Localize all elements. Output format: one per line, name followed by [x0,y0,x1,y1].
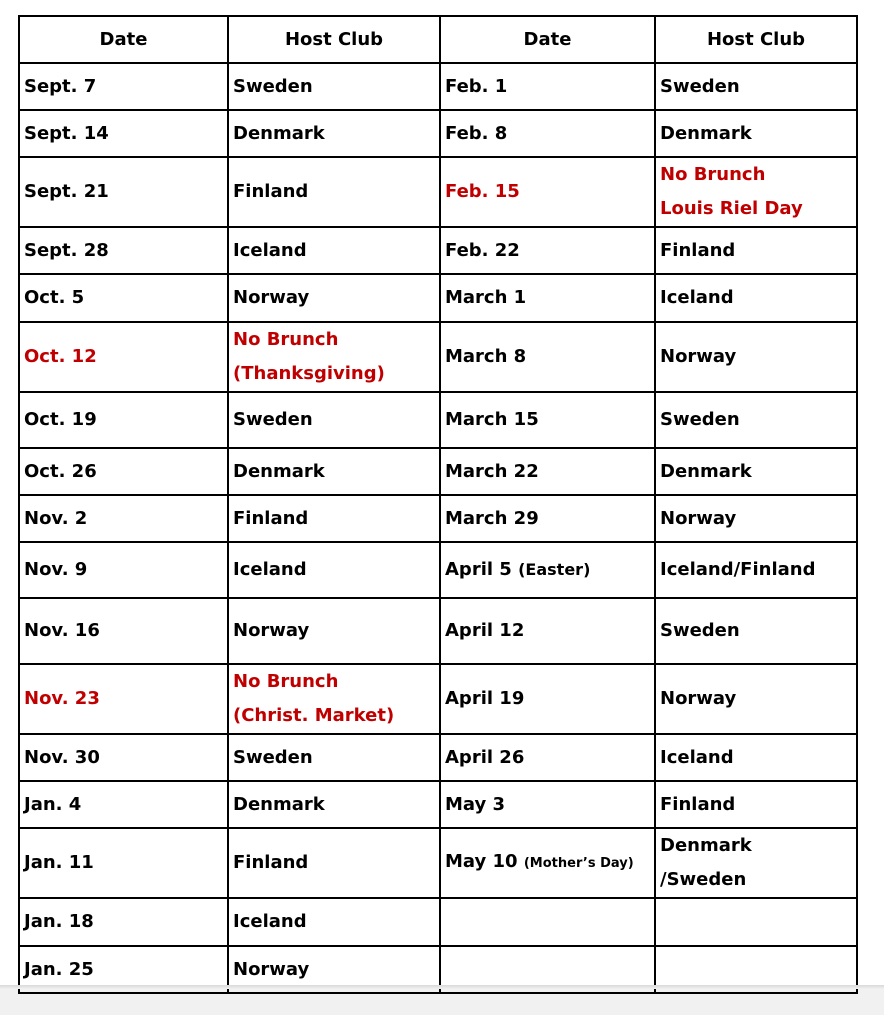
table-row [19,448,857,495]
date-text: Feb. 15 [445,181,520,202]
date-text: April 5 [445,559,512,580]
date-text: Sept. 21 [24,181,109,202]
header-host-club-left: Host Club [228,16,440,63]
host-club-cell-left [228,828,440,898]
date-cell-left [19,322,228,392]
host-club-text: Norway [660,688,737,709]
host-club-text: Denmark [660,835,752,856]
host-club-text: Louis Riel Day [660,198,803,219]
table-row [19,828,857,898]
host-club-cell-left [228,322,440,392]
host-club-text: Denmark [660,122,752,144]
host-club-text: /Sweden [660,869,747,890]
host-club-text: Norway [660,507,737,529]
date-cell-right [440,274,655,322]
host-club-text: (Christ. Market) [233,705,395,726]
date-cell-right [440,828,655,898]
date-cell-right [440,157,655,227]
date-text: Sept. 28 [24,239,109,261]
host-club-cell-right [655,598,857,664]
date-cell-right [440,63,655,110]
host-club-text: Iceland [233,559,307,580]
host-club-text: Denmark [233,793,325,815]
host-club-cell-left [228,734,440,781]
date-text: Feb. 8 [445,122,508,144]
host-club-cell-right [655,274,857,322]
date-text: Oct. 5 [24,287,85,308]
date-cell-left [19,734,228,781]
date-text: Oct. 19 [24,409,97,430]
host-club-cell-left [228,781,440,828]
table-row [19,664,857,734]
host-club-cell-left [228,598,440,664]
host-club-text: No Brunch [660,164,766,185]
brunch-schedule-table [18,15,858,994]
host-club-cell-right [655,734,857,781]
host-club-cell-right [655,542,857,598]
table-row [19,734,857,781]
host-club-cell-right [655,781,857,828]
table-row [19,227,857,274]
date-cell-right [440,448,655,495]
date-text: Nov. 30 [24,746,100,768]
date-cell-left [19,781,228,828]
date-text: Nov. 2 [24,507,88,529]
header-host-club-right: Host Club [655,16,857,63]
host-club-text: Iceland [660,746,734,768]
date-cell-left [19,157,228,227]
date-text: Sept. 14 [24,122,109,144]
host-club-cell-right [655,63,857,110]
date-cell-left [19,392,228,448]
host-club-text: Sweden [233,75,313,97]
date-cell-left [19,542,228,598]
host-club-cell-left [228,157,440,227]
date-text: May 10 [445,851,518,872]
date-text: Oct. 26 [24,460,97,482]
host-club-text: Iceland/Finland [660,559,816,580]
table-row [19,542,857,598]
table-row [19,274,857,322]
host-club-text: Finland [233,507,309,529]
date-note: (Mother’s Day) [523,856,634,871]
host-club-text: Sweden [233,746,313,768]
host-club-cell-left [228,448,440,495]
date-cell-left [19,227,228,274]
table-row [19,157,857,227]
host-club-text: Sweden [660,620,740,641]
host-club-text: Finland [233,181,309,202]
host-club-text: Iceland [233,239,307,261]
date-cell-left [19,495,228,542]
host-club-cell-left [228,664,440,734]
host-club-cell-right [655,664,857,734]
header-row [19,16,857,63]
host-club-text: Iceland [660,287,734,308]
date-cell-right [440,664,655,734]
date-cell-left [19,828,228,898]
host-club-cell-left [228,495,440,542]
date-cell-left [19,274,228,322]
host-club-cell-left [228,392,440,448]
host-club-cell-right [655,392,857,448]
date-cell-right [440,542,655,598]
date-cell-right [440,495,655,542]
date-text: Nov. 16 [24,620,100,641]
date-text: Jan. 11 [24,852,94,873]
page-edge-shadow [0,985,884,989]
host-club-text: Finland [660,239,736,261]
host-club-text: Iceland [233,911,307,932]
date-text: April 26 [445,746,525,768]
date-cell-right [440,734,655,781]
date-text: Feb. 1 [445,75,508,97]
host-club-text: No Brunch [233,671,339,692]
host-club-cell-right [655,110,857,157]
host-club-text: No Brunch [233,329,339,350]
date-text: Nov. 23 [24,688,100,709]
table-row [19,110,857,157]
date-cell-right [440,392,655,448]
date-text: Jan. 18 [24,911,94,932]
date-text: Oct. 12 [24,346,97,367]
host-club-text: Sweden [233,409,313,430]
host-club-text: Norway [233,958,310,980]
date-cell-left [19,898,228,946]
host-club-cell-left [228,110,440,157]
host-club-text: Denmark [233,460,325,482]
host-club-text: Norway [233,620,310,641]
table-row [19,495,857,542]
host-club-cell-right [655,495,857,542]
host-club-cell-left [228,898,440,946]
host-club-text: Norway [233,287,310,308]
host-club-text: Denmark [233,122,325,144]
host-club-cell-left [228,63,440,110]
header-date-left: Date [19,16,228,63]
host-club-text: Finland [233,852,309,873]
host-club-cell-left [228,542,440,598]
date-text: March 8 [445,346,527,367]
date-cell-left [19,448,228,495]
date-text: April 12 [445,620,525,641]
table-row [19,781,857,828]
host-club-text: (Thanksgiving) [233,363,385,384]
date-text: Nov. 9 [24,559,88,580]
host-club-cell-right [655,322,857,392]
date-cell-left [19,664,228,734]
host-club-cell-left [228,274,440,322]
date-text: May 3 [445,793,506,815]
header-date-right: Date [440,16,655,63]
date-text: March 1 [445,287,527,308]
host-club-cell-right [655,898,857,946]
date-text: March 22 [445,460,539,482]
date-cell-right [440,110,655,157]
table-row [19,598,857,664]
host-club-text: Sweden [660,75,740,97]
date-text: Feb. 22 [445,239,520,261]
host-club-cell-right [655,448,857,495]
table-row [19,392,857,448]
date-text: March 29 [445,507,539,529]
table-row [19,322,857,392]
host-club-text: Finland [660,793,736,815]
date-cell-right [440,227,655,274]
date-cell-right [440,898,655,946]
host-club-cell-right [655,157,857,227]
host-club-text: Denmark [660,460,752,482]
date-text: April 19 [445,688,525,709]
date-cell-left [19,598,228,664]
date-cell-left [19,63,228,110]
date-text: Jan. 4 [24,793,82,815]
host-club-cell-right [655,227,857,274]
host-club-text: Sweden [660,409,740,430]
date-cell-right [440,598,655,664]
date-text: Sept. 7 [24,75,97,97]
date-note: (Easter) [518,560,591,579]
date-cell-right [440,322,655,392]
date-cell-left [19,110,228,157]
date-text: Jan. 25 [24,958,94,980]
date-cell-right [440,781,655,828]
host-club-cell-right [655,828,857,898]
table-row [19,63,857,110]
host-club-text: Norway [660,346,737,367]
host-club-cell-left [228,227,440,274]
table-row [19,898,857,946]
date-text: March 15 [445,409,539,430]
